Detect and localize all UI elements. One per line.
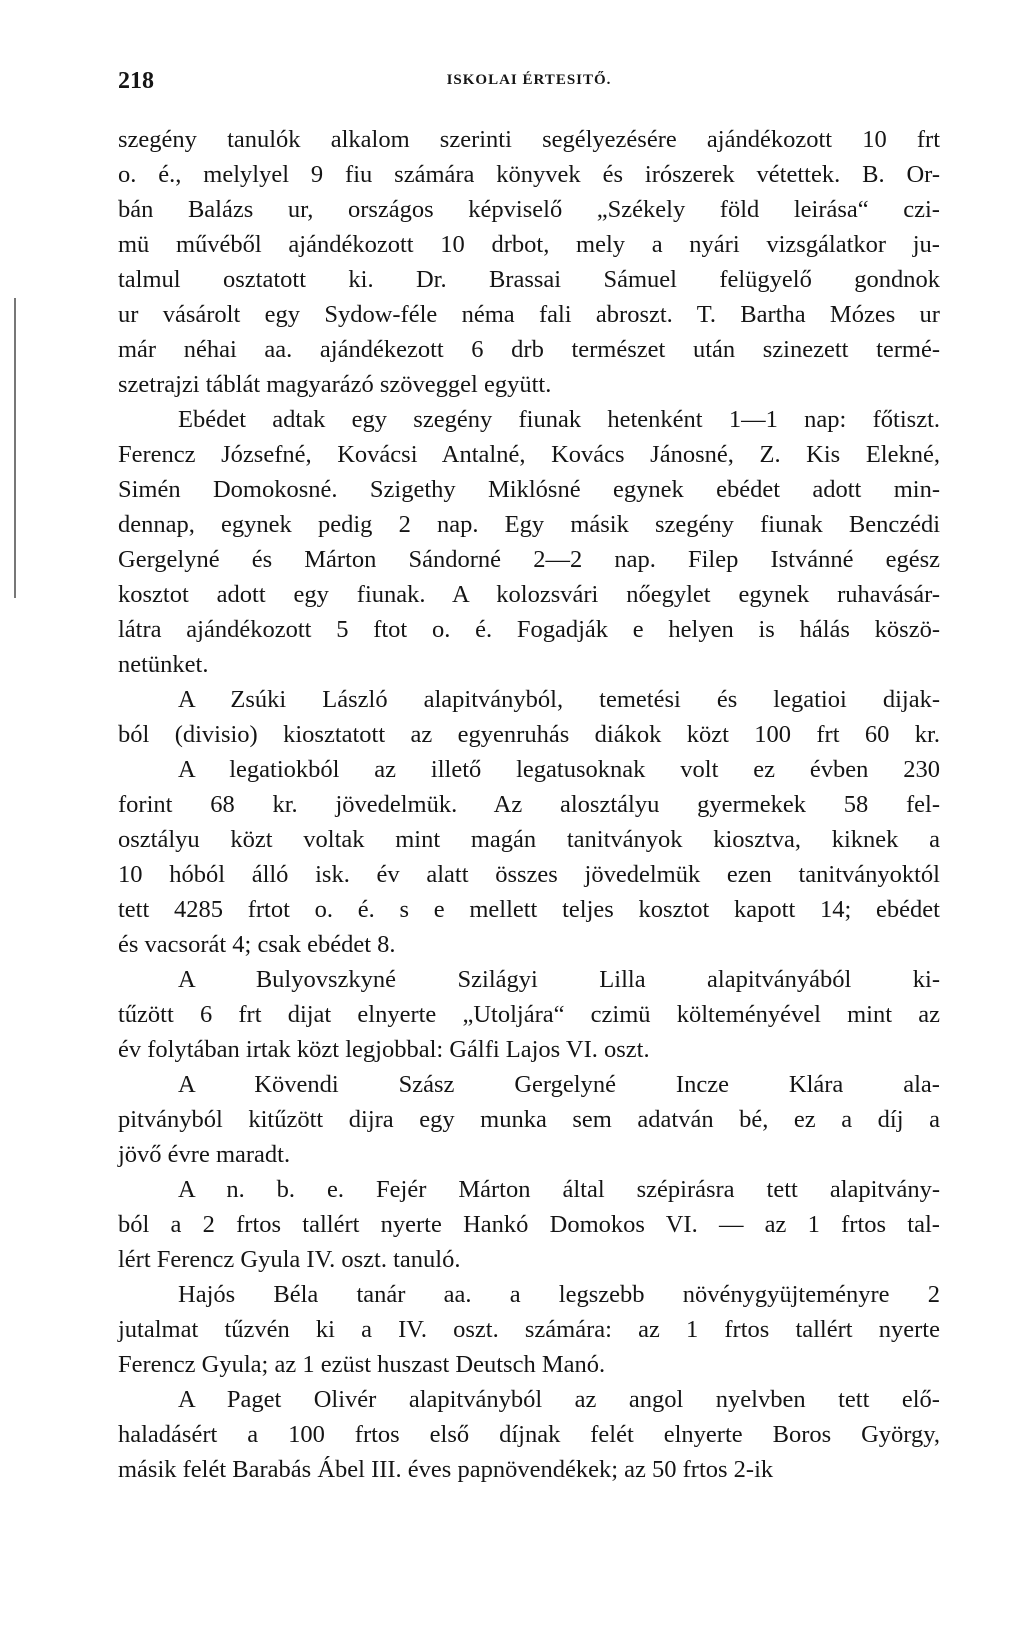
text-line: kosztot adott egy fiunak. A kolozsvári nőegylet egynek ruhavásár- — [118, 581, 940, 608]
text-line: A Bulyovszkyné Szilágyi Lilla alapitványából ki- — [178, 966, 940, 993]
journal-title: ISKOLAI ÉRTESITŐ. — [446, 72, 612, 88]
text-line: Hajós Béla tanár aa. a legszebb növénygyüjteményre 2 — [178, 1281, 940, 1308]
text-line: bán Balázs ur, országos képviselő „Székely föld leirása“ czi- — [118, 196, 940, 223]
text-line: Gergelyné és Márton Sándorné 2—2 nap. Filep Istvánné egész — [118, 546, 941, 573]
text-line: jövő évre maradt. — [118, 1141, 291, 1168]
text-line: A Kövendi Szász Gergelyné Incze Klára ala- — [178, 1071, 940, 1098]
text-line: A legatiokból az illető legatusoknak volt ez évben 230 — [178, 756, 940, 783]
text-line: haladásért a 100 frtos első díjnak felét elnyerte Boros György, — [118, 1421, 941, 1448]
text-line: Ferencz Gyula; az 1 ezüst huszast Deutsch Manó. — [118, 1351, 606, 1378]
text-line: osztályu közt voltak mint magán tanitványok kiosztva, kiknek a — [118, 826, 941, 853]
text-line: talmul osztatott ki. Dr. Brassai Sámuel felügyelő gondnok — [118, 266, 940, 293]
text-line: tűzött 6 frt dijat elnyerte „Utoljára“ czimü költeményével mint az — [118, 1001, 940, 1028]
text-line: szetrajzi táblát magyarázó szöveggel együtt. — [118, 371, 552, 398]
text-line: o. é., melylyel 9 fiu számára könyvek és irószerek vétettek. B. Or- — [118, 161, 941, 188]
text-line: már néhai aa. ajándékezott 6 drb természet után szinezett termé- — [118, 336, 941, 363]
text-line: A n. b. e. Fejér Márton által szépirásra tett alapitvány- — [178, 1176, 941, 1203]
text-line: tett 4285 frtot o. é. s e mellett teljes kosztot kapott 14; ebédet — [118, 896, 940, 923]
text-line: pitványból kitűzött dijra egy munka sem adatván bé, ez a díj a — [118, 1106, 940, 1133]
text-line: dennap, egynek pedig 2 nap. Egy másik szegény fiunak Benczédi — [118, 511, 941, 538]
text-line: mü művéből ajándékozott 10 drbot, mely a nyári vizsgálatkor ju- — [118, 231, 940, 258]
text-line: A Zsúki László alapitványból, temetési és legatioi dijak- — [178, 686, 940, 713]
text-line: A Paget Olivér alapitványból az angol nyelvben tett elő- — [178, 1386, 940, 1413]
text-line: szegény tanulók alkalom szerinti segélyezésére ajándékozott 10 frt — [118, 126, 941, 153]
text-line: jutalmat tűzvén ki a IV. oszt. számára: az 1 frtos tallért nyerte — [118, 1316, 940, 1343]
text-line: forint 68 kr. jövedelmük. Az alosztályu gyermekek 58 fel- — [118, 791, 940, 818]
text-line: Ferencz Józsefné, Kovácsi Antalné, Kovács Jánosné, Z. Kis Elekné, — [118, 441, 940, 468]
text-line: ból (divisio) kiosztatott az egyenruhás diákok közt 100 frt 60 kr. — [118, 721, 940, 748]
page-number: 218 — [118, 68, 154, 94]
text-line: év folytában irtak közt legjobbal: Gálfi Lajos VI. oszt. — [118, 1036, 650, 1063]
text-line: 10 hóból álló isk. év alatt összes jövedelmük ezen tanitványoktól — [118, 861, 940, 888]
text-line: látra ajándékozott 5 ftot o. é. Fogadják e helyen is hálás köszö- — [118, 616, 940, 643]
text-line: netünket. — [118, 651, 209, 678]
margin-scan-mark — [14, 298, 16, 598]
text-line: ból a 2 frtos tallért nyerte Hankó Domokos VI. — az 1 frtos tal- — [118, 1211, 940, 1238]
running-head — [118, 68, 940, 98]
text-line: Simén Domokosné. Szigethy Miklósné egynek ebédet adott min- — [118, 476, 941, 503]
text-line: Ebédet adtak egy szegény fiunak hetenként 1—1 nap: főtiszt. — [178, 406, 941, 433]
text-line: lért Ferencz Gyula IV. oszt. tanuló. — [118, 1246, 461, 1273]
text-line: ur vásárolt egy Sydow-féle néma fali abroszt. T. Bartha Mózes ur — [118, 301, 940, 328]
text-line: és vacsorát 4; csak ebédet 8. — [118, 931, 396, 958]
body-text — [118, 122, 940, 1487]
text-line: másik felét Barabás Ábel III. éves papnövendékek; az 50 frtos 2-ik — [118, 1456, 774, 1483]
